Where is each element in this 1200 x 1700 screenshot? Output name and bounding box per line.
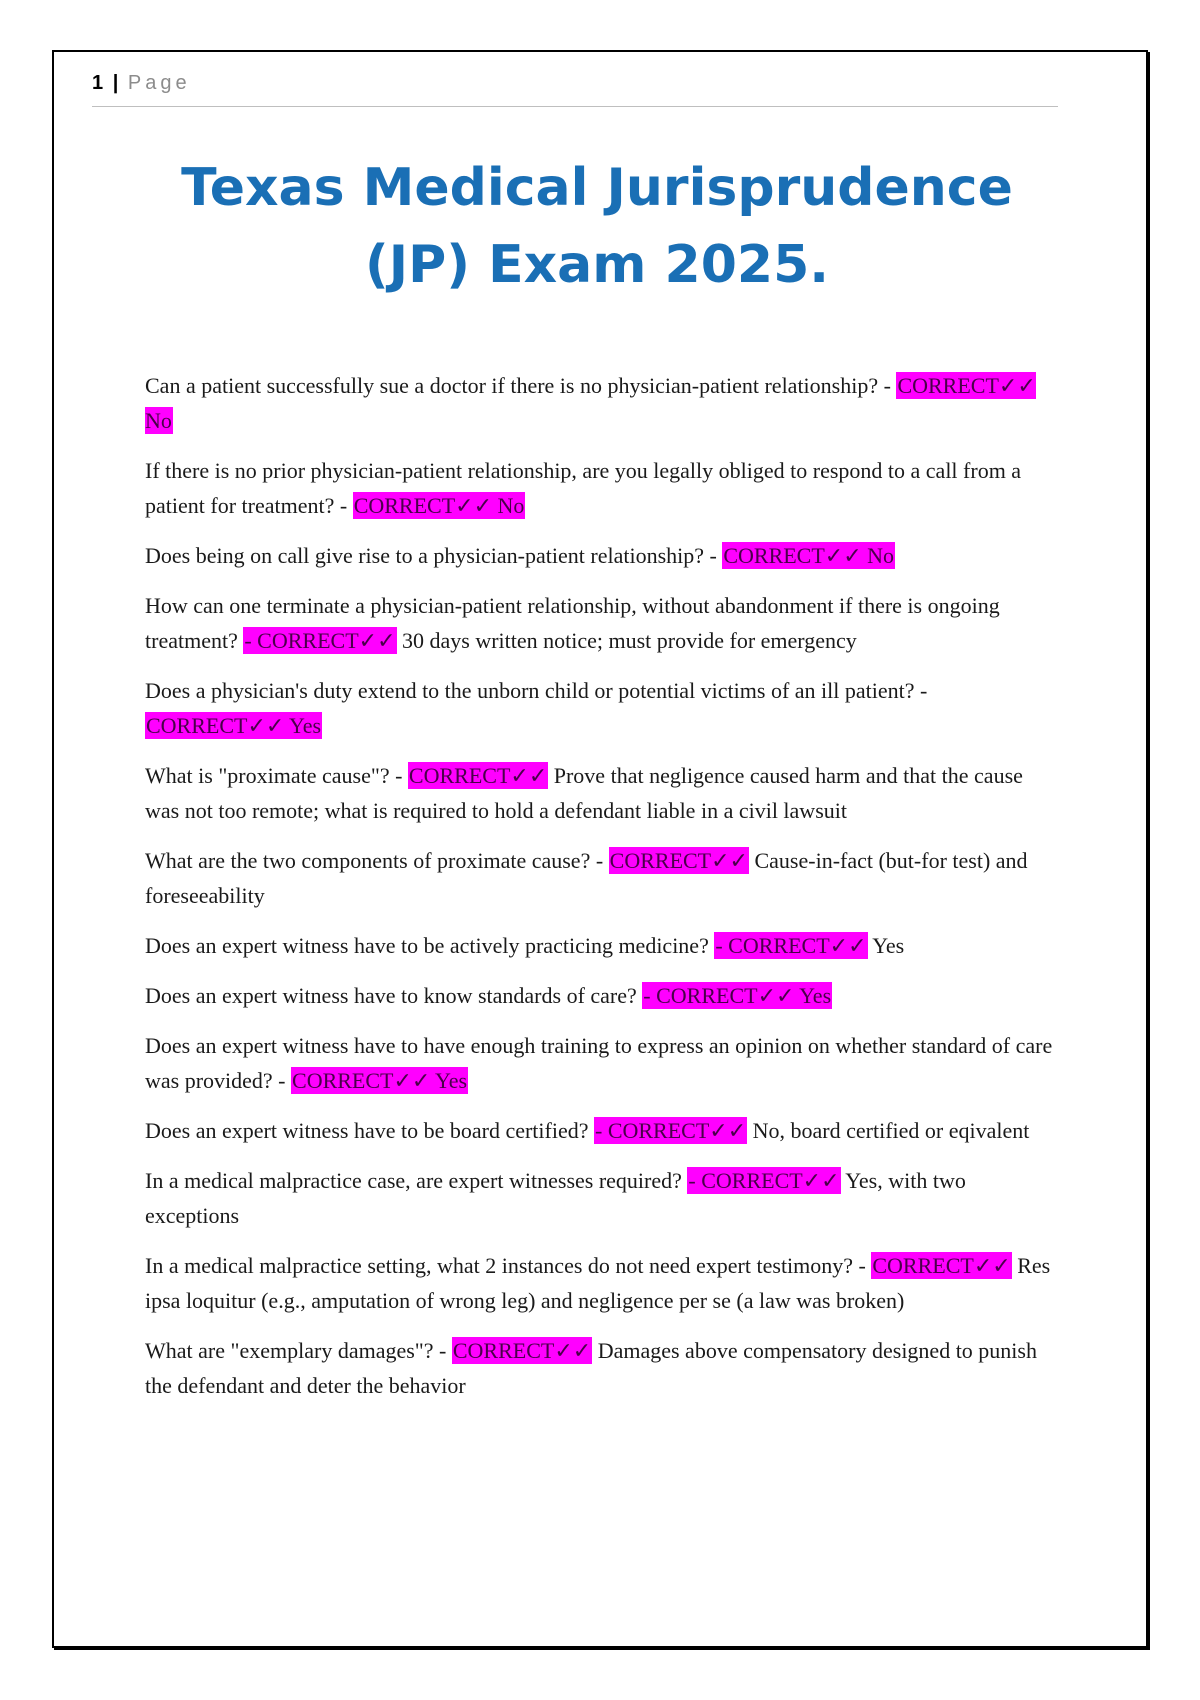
answer-text: Yes [872, 933, 905, 958]
correct-marker: CORRECT✓✓ No [145, 373, 1036, 433]
header-separator: | [112, 72, 119, 94]
answer-text: Yes, with two exceptions [145, 1168, 966, 1228]
qa-item [145, 453, 1060, 523]
correct-marker: - CORRECT✓✓ [715, 933, 867, 958]
question-text: In a medical malpractice setting, what 2 instances do not need expert testimony? - [145, 1253, 866, 1278]
qa-item [145, 1028, 1060, 1098]
qa-item [145, 538, 1060, 573]
correct-marker: CORRECT✓✓ [408, 763, 548, 788]
correct-marker: CORRECT✓✓ [872, 1253, 1011, 1278]
question-text: Does being on call give rise to a physician-patient relationship? - [145, 543, 717, 568]
correct-marker: - CORRECT✓✓ [688, 1168, 840, 1193]
answer-text: Res ipsa loquitur (e.g., amputation of wrong leg) and negligence per se (a law was broken) [145, 1253, 1051, 1313]
answer-text: Cause-in-fact (but-for test) and foreseeability [145, 848, 1028, 908]
correct-marker: CORRECT✓✓ [452, 1338, 592, 1363]
qa-item [145, 368, 1060, 438]
correct-marker: - CORRECT✓✓ Yes [643, 983, 832, 1008]
answer-text: Damages above compensatory designed to punish the defendant and deter the behavior [145, 1338, 1037, 1398]
question-text: In a medical malpractice case, are expert witnesses required? [145, 1168, 682, 1193]
question-text: Does a physician's duty extend to the unborn child or potential victims of an ill patient? - [145, 678, 928, 703]
answer-text: 30 days written notice; must provide for emergency [402, 628, 857, 653]
answer-text: No, board certified or eqivalent [752, 1118, 1030, 1143]
correct-marker: CORRECT✓✓ Yes [292, 1068, 468, 1093]
question-text: Does an expert witness have to have enough training to express an opinion on whether standard of care was provided? - [145, 1033, 1053, 1093]
correct-marker: CORRECT✓✓ No [723, 543, 895, 568]
qa-item [145, 758, 1060, 828]
title-line-2: (JP) Exam 2025. [364, 235, 829, 295]
question-text: Does an expert witness have to know standards of care? [145, 983, 637, 1008]
qa-item [145, 928, 1060, 963]
question-text: What are "exemplary damages"? - [145, 1338, 447, 1363]
qa-item [145, 673, 1060, 743]
qa-item [145, 843, 1060, 913]
correct-marker: - CORRECT✓✓ [595, 1118, 747, 1143]
question-text: Does an expert witness have to be actively practicing medicine? [145, 933, 709, 958]
answer-text: Prove that negligence caused harm and that the cause was not too remote; what is required to hold a defendant liable in a civil lawsuit [145, 763, 1023, 823]
correct-marker: - CORRECT✓✓ [244, 628, 396, 653]
correct-marker: CORRECT✓✓ Yes [146, 713, 322, 738]
question-text: What is "proximate cause"? - [145, 763, 403, 788]
correct-marker: CORRECT✓✓ [609, 848, 748, 873]
page-number: 1 [92, 72, 104, 94]
qa-item [145, 978, 1060, 1013]
qa-item [145, 1333, 1060, 1403]
title-line-1: Texas Medical Jurisprudence [181, 158, 1013, 218]
qa-item [145, 588, 1060, 658]
qa-item [145, 1113, 1060, 1148]
qa-item [145, 1163, 1060, 1233]
qa-item [145, 1248, 1060, 1318]
question-text: Can a patient successfully sue a doctor if there is no physician-patient relationship? - [145, 373, 891, 398]
question-text: Does an expert witness have to be board certified? [145, 1118, 589, 1143]
question-text: What are the two components of proximate cause? - [145, 848, 604, 873]
document-title [92, 150, 1102, 304]
question-text: If there is no prior physician-patient relationship, are you legally obliged to respond to a call from a patient for treatment? - [145, 458, 1022, 518]
page-header [92, 72, 1058, 107]
correct-marker: CORRECT✓✓ No [353, 493, 525, 518]
qa-list [145, 368, 1060, 1418]
page-label: Page [127, 72, 191, 94]
question-text: How can one terminate a physician-patient relationship, without abandonment if there is ongoing treatment? [145, 593, 1000, 653]
